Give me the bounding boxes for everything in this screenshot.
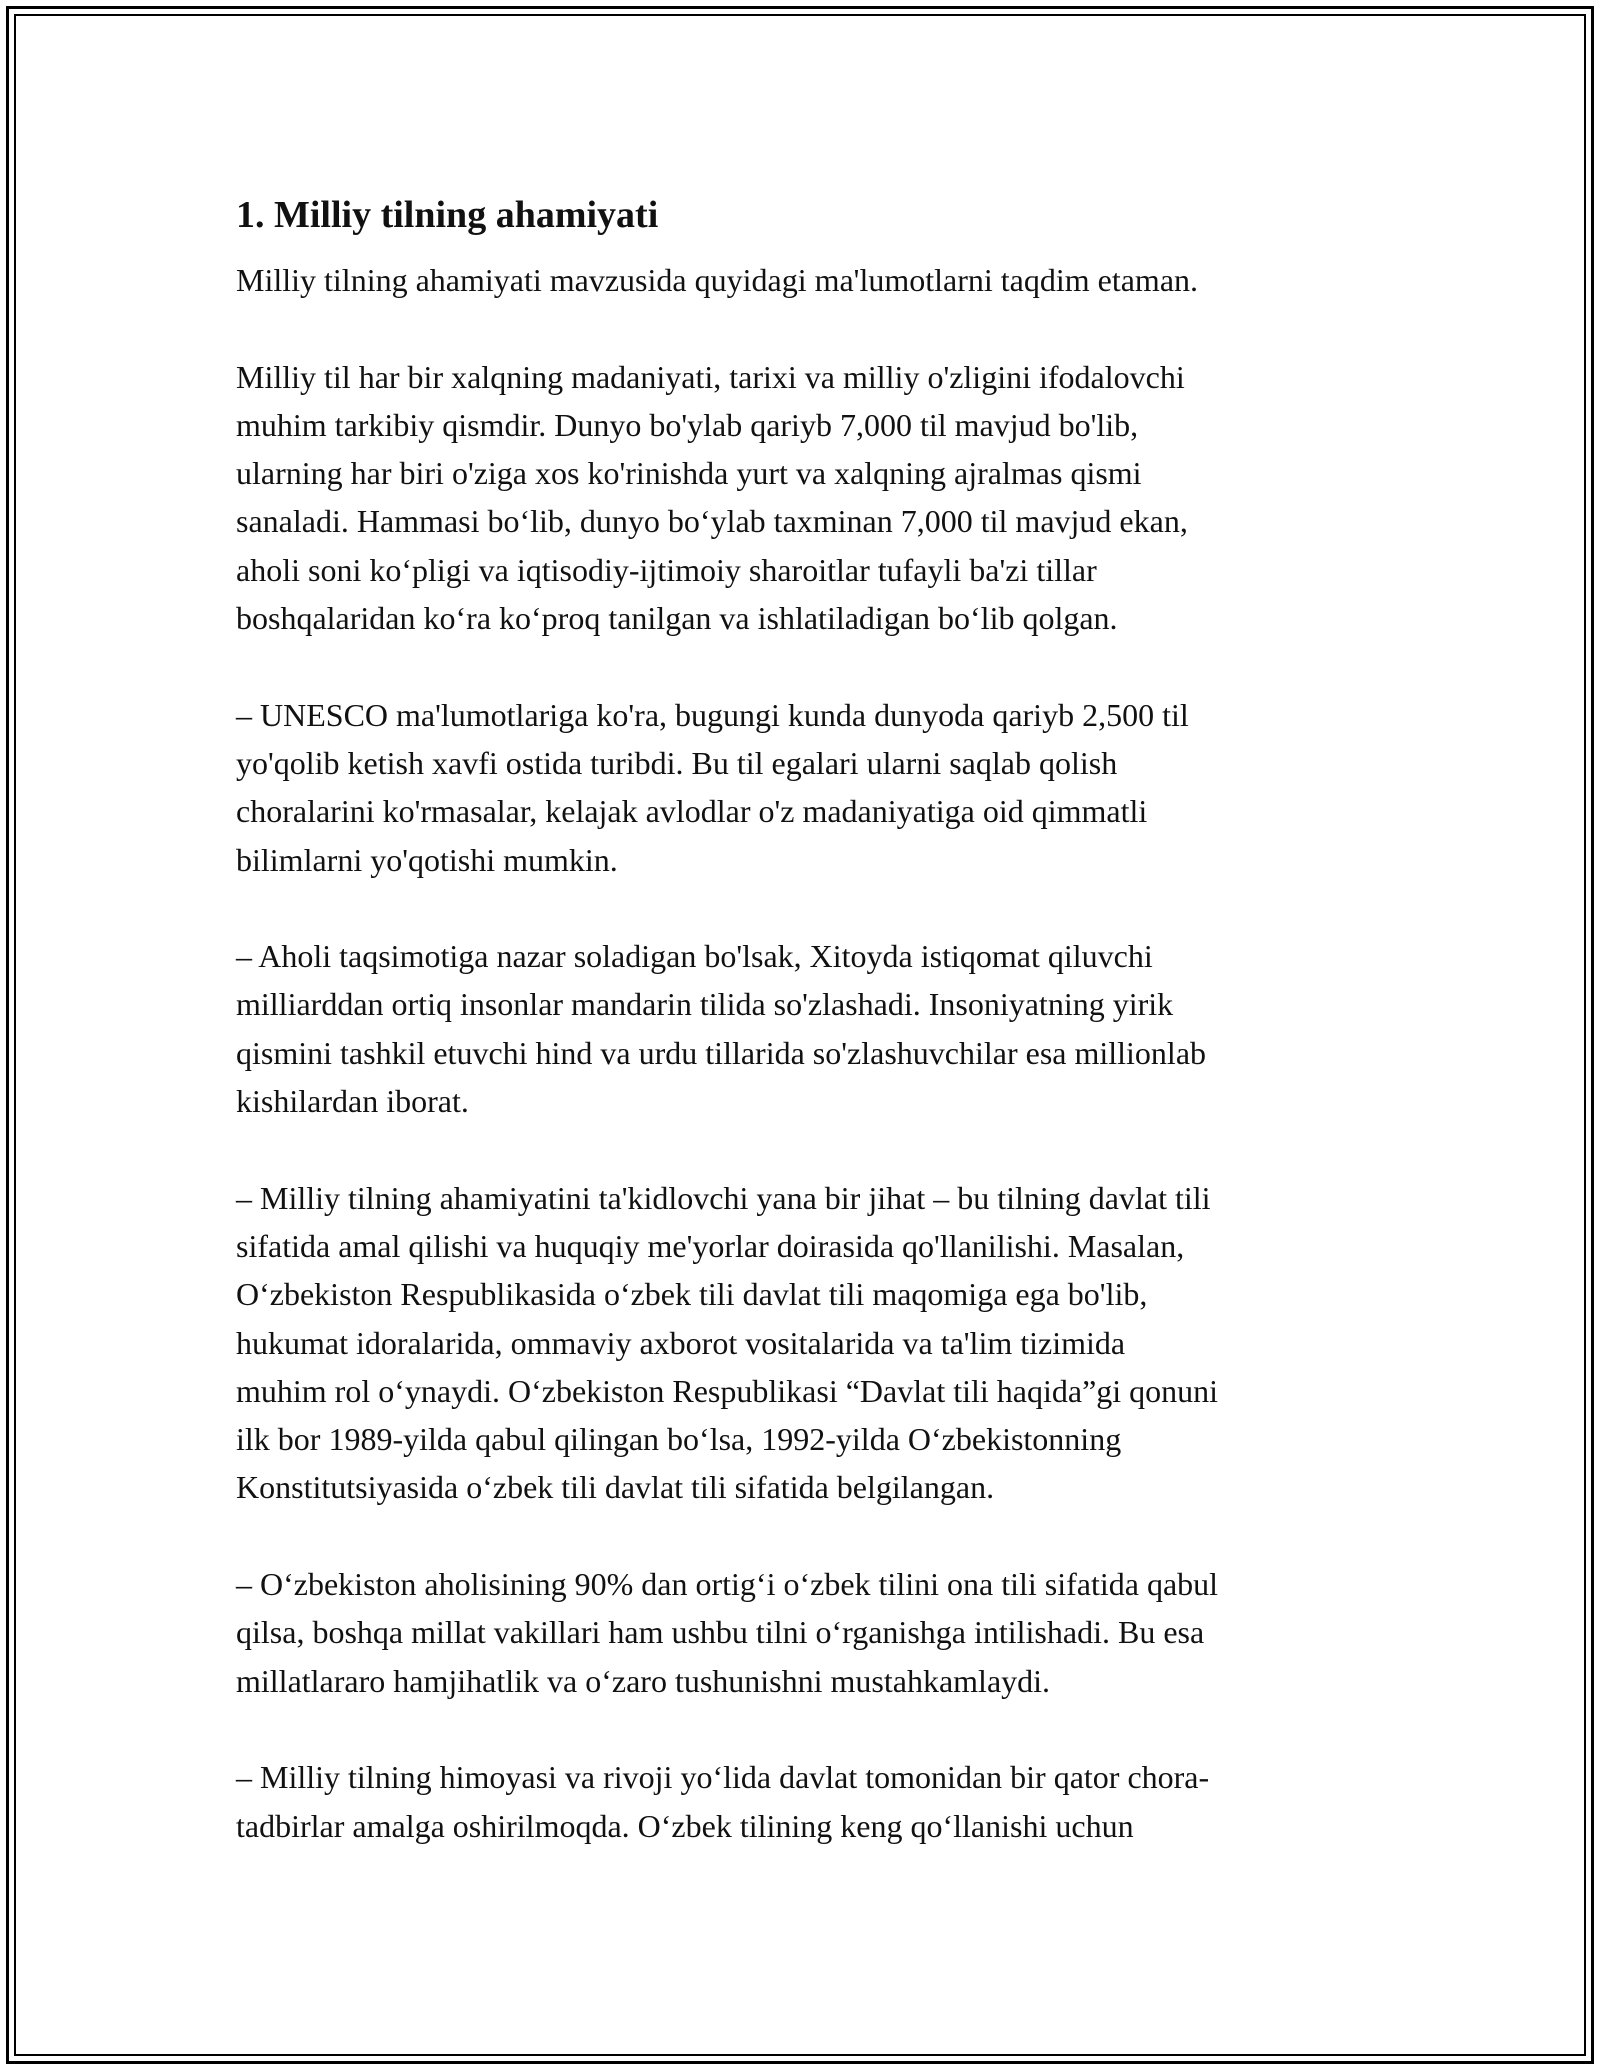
paragraph-unesco: – UNESCO ma'lumotlariga ko'ra, bugungi kunda dunyoda qariyb 2,500 til yo'qolib ketish xavfi ostida turibdi. Bu til egalari ularni saqlab qolish choralarini ko'rmasalar, kelajak avlodlar o'z madaniyatiga oid qimmatli bilimlarni yo'qotishi mumkin.: [236, 696, 1189, 878]
paragraph-protection: – Milliy tilning himoyasi va rivoji yoʻlida davlat tomonidan bir qator chora- tadbirlar amalga oshirilmoqda. Oʻzbek tilining keng qoʻllanishi uchun: [236, 1759, 1210, 1844]
paragraph-population: – Aholi taqsimotiga nazar soladigan bo'lsak, Xitoyda istiqomat qiluvchi milliarddan ortiq insonlar mandarin tilida so'zlashadi. Insoniyatning yirik qismini tashkil etuvchi hind va urdu tillarida so'zlashuvchilar esa millionlab kishilardan iborat.: [236, 938, 1207, 1120]
paragraph-statistics: – Oʻzbekiston aholisining 90% dan ortigʻi oʻzbek tilini ona tili sifatida qabul qilsa, boshqa millat vakillari ham ushbu tilni oʻrganishga intilishadi. Bu esa millatlararo hamjihatlik va oʻzaro tushunishni mustahkamlaydi.: [236, 1566, 1219, 1699]
paragraph-overview: Milliy til har bir xalqning madaniyati, tarixi va milliy o'zligini ifodalovchi muhim tarkibiy qismdir. Dunyo bo'ylab qariyb 7,000 til mavjud bo'lib, ularning har biri o'ziga xos ko'rinishda yurt va xalqning ajralmas qismi sanaladi. Hammasi boʻlib, dunyo boʻylab taxminan 7,000 til mavjud ekan, aholi soni koʻpligi va iqtisodiy-ijtimoiy sharoitlar tufayli ba'zi tillar boshqalaridan koʻra koʻproq tanilgan va ishlatiladigan boʻlib qolgan.: [236, 358, 1188, 637]
section-heading: 1. Milliy tilning ahamiyati: [236, 194, 659, 236]
intro-paragraph: Milliy tilning ahamiyati mavzusida quyidagi ma'lumotlarni taqdim etaman.: [236, 262, 1199, 298]
paragraph-state-language: – Milliy tilning ahamiyatini ta'kidlovchi yana bir jihat – bu tilning davlat tili sifatida amal qilishi va huquqiy me'yorlar doirasida qo'llanilishi. Masalan, Oʻzbekiston Respublikasida oʻzbek tili davlat tili maqomiga ega bo'lib, hukumat idoralarida, ommaviy axborot vositalarida va ta'lim tizimida muhim rol oʻynaydi. Oʻzbekiston Respublikasi “Davlat tili haqida”gi qonuni ilk bor 1989-yilda qabul qilingan boʻlsa, 1992-yilda Oʻzbekistonning Konstitutsiyasida oʻzbek tili davlat tili sifatida belgilangan.: [236, 1179, 1219, 1506]
document-body: [236, 186, 1376, 1850]
